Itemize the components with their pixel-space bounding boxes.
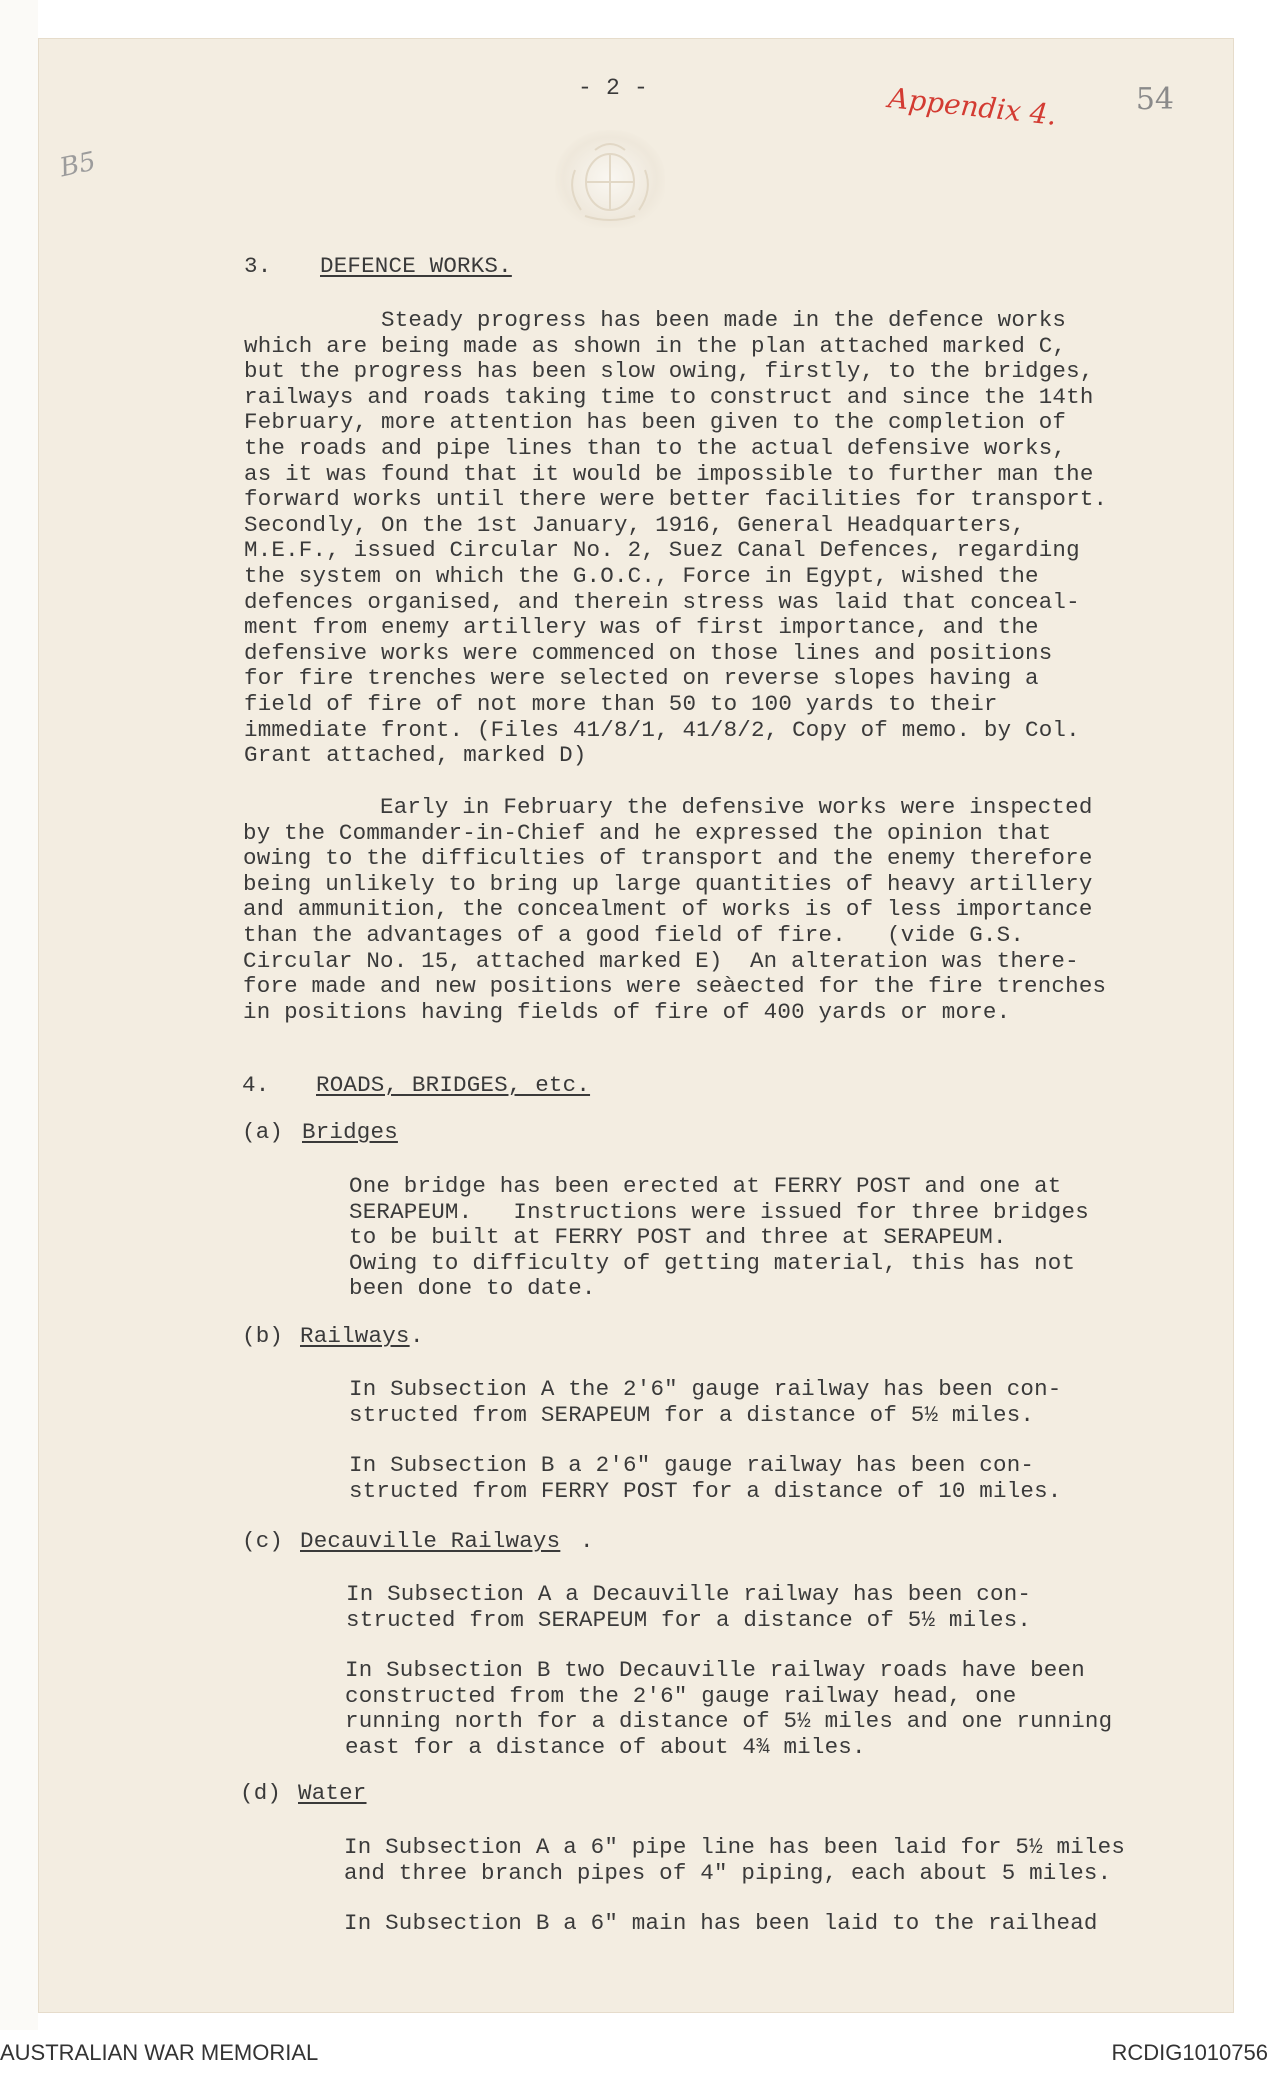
handwritten-margin-note: B5 bbox=[57, 146, 99, 184]
subsection-label: (b) bbox=[242, 1323, 284, 1349]
text-line: but the progress has been slow owing, firstly, to the bridges, bbox=[244, 358, 1094, 385]
text-line: constructed from the 2'6" gauge railway head, one bbox=[345, 1682, 1017, 1709]
text-line: ment from enemy artillery was of first importance, and the bbox=[244, 614, 1039, 641]
text-line: owing to the difficulties of transport and the enemy therefore bbox=[243, 845, 1093, 872]
section-number: 3. bbox=[244, 253, 272, 279]
text-line: Owing to difficulty of getting material, this has not bbox=[349, 1249, 1076, 1276]
text-line: the roads and pipe lines than to the actual defensive works, bbox=[244, 435, 1067, 461]
subsection-title: Decauville Railways bbox=[300, 1528, 561, 1554]
section-title: DEFENCE WORKS. bbox=[320, 253, 512, 279]
text-line: SERAPEUM. Instructions were issued for three bridges bbox=[349, 1198, 1089, 1225]
text-line: east for a distance of about 4¾ miles. bbox=[345, 1733, 866, 1760]
text-line: forward works until there were better facilities for transport. bbox=[244, 486, 1108, 513]
subsection-title: Railways bbox=[300, 1323, 410, 1349]
text-line: In Subsection B two Decauville railway roads have been bbox=[345, 1657, 1085, 1683]
text-line: and ammunition, the concealment of works is of less importance bbox=[243, 896, 1093, 923]
subsection-label: (d) bbox=[240, 1780, 282, 1806]
text-line: defensive works were commenced on those lines and positions bbox=[244, 639, 1053, 666]
text-line: Secondly, On the 1st January, 1916, General Headquarters, bbox=[244, 511, 1026, 538]
text-line: been done to date. bbox=[349, 1275, 596, 1302]
text-line: In Subsection B a 2'6" gauge railway has been con- bbox=[349, 1452, 1035, 1478]
text-line: by the Commander-in-Chief and he expressed the opinion that bbox=[243, 819, 1052, 846]
text-line: In Subsection A a Decauville railway has been con- bbox=[346, 1581, 1032, 1607]
text-line: Circular No. 15, attached marked E) An alteration was there- bbox=[243, 947, 1079, 974]
text-line: February, more attention has been given to the completion of bbox=[244, 409, 1067, 436]
subsection-label: (c) bbox=[242, 1528, 284, 1554]
text-line: Early in February the defensive works were inspected bbox=[243, 794, 1093, 820]
document-page bbox=[38, 38, 1234, 2013]
text-line: being unlikely to bring up large quantities of heavy artillery bbox=[243, 870, 1093, 897]
text-line: and three branch pipes of 4" piping, each about 5 miles. bbox=[344, 1859, 1112, 1886]
text-line: One bridge has been erected at FERRY POST and one at bbox=[349, 1173, 1062, 1199]
folio-number: 54 bbox=[1135, 82, 1174, 117]
punctuation: . bbox=[410, 1323, 424, 1349]
text-line: than the advantages of a good field of fire. (vide G.S. bbox=[243, 922, 1025, 948]
handwritten-appendix-note: Appendix 4. bbox=[886, 81, 1059, 132]
text-line: In Subsection A the 2'6" gauge railway has been con- bbox=[349, 1376, 1062, 1402]
text-line: defences organised, and therein stress was laid that conceal- bbox=[244, 588, 1080, 615]
text-line: the system on which the G.O.C., Force in Egypt, wished the bbox=[244, 563, 1039, 589]
text-line: to be built at FERRY POST and three at SERAPEUM. bbox=[349, 1224, 1007, 1251]
text-line: railways and roads taking time to construct and since the 14th bbox=[244, 383, 1094, 410]
subsection-title: Bridges bbox=[302, 1119, 398, 1145]
text-line: fore made and new positions were seàected for the fire trenches bbox=[243, 973, 1107, 1000]
section-number: 4. bbox=[242, 1072, 270, 1098]
text-line: M.E.F., issued Circular No. 2, Suez Canal Defences, regarding bbox=[244, 537, 1080, 564]
page-number: - 2 - bbox=[578, 75, 649, 101]
section-title: ROADS, BRIDGES, etc. bbox=[316, 1072, 591, 1098]
subsection-label: (a) bbox=[242, 1119, 284, 1145]
text-line: as it was found that it would be impossible to further man the bbox=[244, 460, 1094, 487]
text-line: structed from SERAPEUM for a distance of 5½ miles. bbox=[346, 1606, 1032, 1633]
text-line: structed from SERAPEUM for a distance of 5½ miles. bbox=[349, 1401, 1035, 1428]
footer-right: RCDIG1010756 bbox=[1111, 2040, 1268, 2065]
text-line: in positions having fields of fire of 400 yards or more. bbox=[243, 998, 1011, 1025]
text-line: field of fire of not more than 50 to 100 yards to their bbox=[244, 691, 998, 717]
text-line: structed from FERRY POST for a distance of 10 miles. bbox=[349, 1477, 1062, 1504]
text-line: immediate front. (Files 41/8/1, 41/8/2, Copy of memo. by Col. bbox=[244, 716, 1080, 743]
text-line: In Subsection A a 6" pipe line has been laid for 5½ miles bbox=[344, 1834, 1126, 1860]
punctuation: . bbox=[580, 1528, 594, 1554]
scan-margin bbox=[0, 0, 38, 2030]
text-line: running north for a distance of 5½ miles and one running bbox=[345, 1708, 1113, 1735]
text-line: which are being made as shown in the plan attached marked C, bbox=[244, 332, 1067, 359]
text-line: In Subsection B a 6" main has been laid to the railhead bbox=[344, 1910, 1098, 1936]
embossed-crest-icon bbox=[555, 130, 665, 228]
footer-left: AUSTRALIAN WAR MEMORIAL bbox=[0, 2040, 319, 2065]
text-line: Steady progress has been made in the defence works bbox=[244, 307, 1067, 333]
text-line: for fire trenches were selected on reverse slopes having a bbox=[244, 665, 1039, 692]
text-line: Grant attached, marked D) bbox=[244, 742, 587, 769]
subsection-title: Water bbox=[298, 1780, 367, 1806]
